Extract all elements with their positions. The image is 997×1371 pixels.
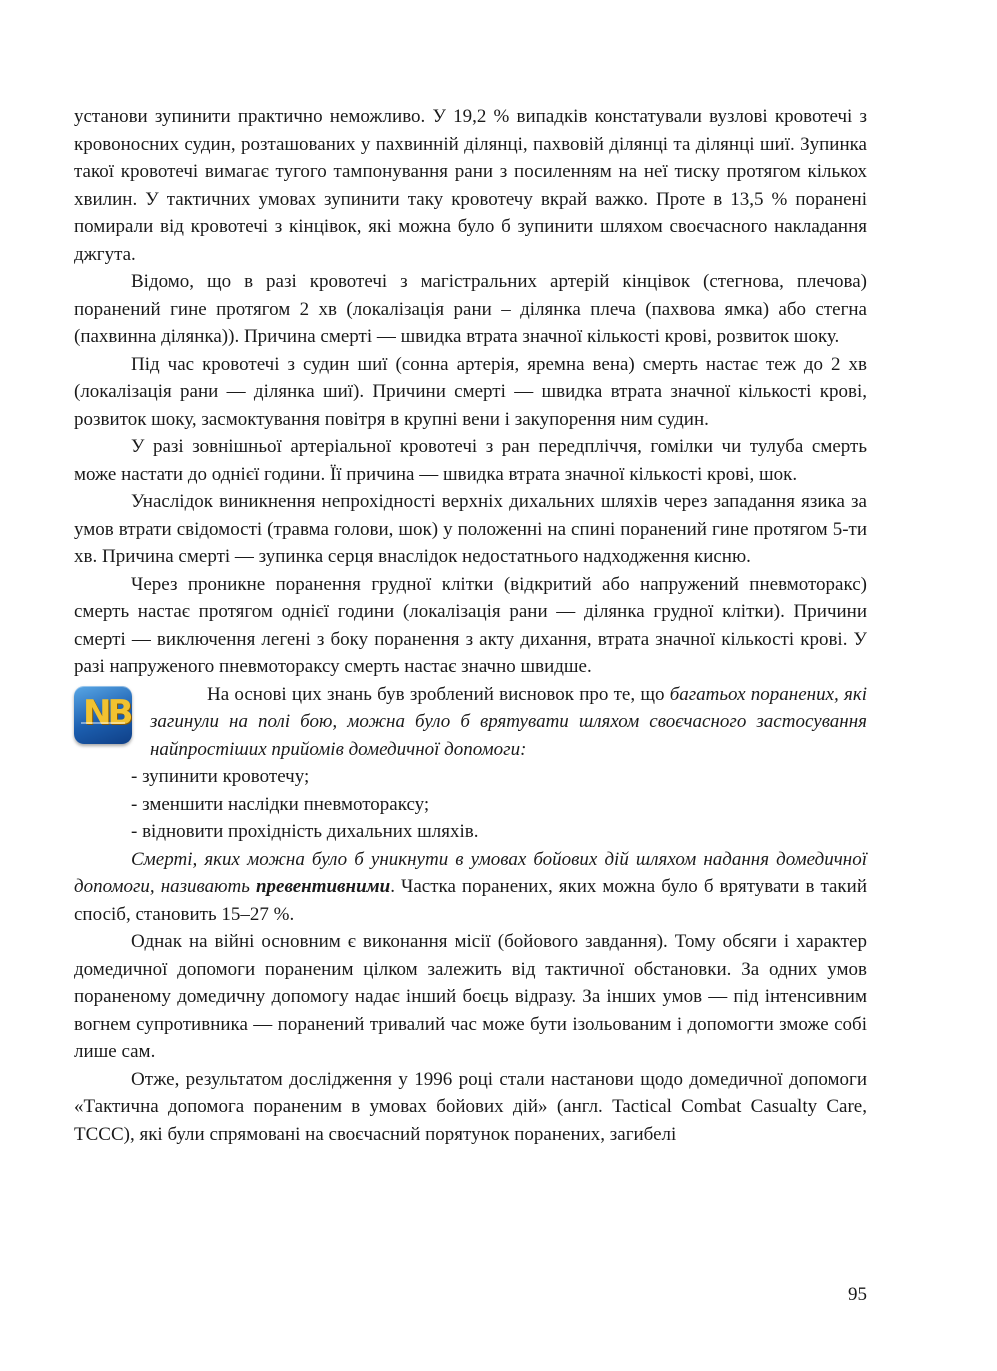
bullet-list: [74, 763, 867, 846]
nb-note: [74, 681, 867, 764]
paragraph: установи зупинити практично неможливо. У 19,2 % випадків констатували вузлові кровотечі з кровоносних судин, розташованих у пахвинній ділянці, пахвовій ділянці та ділянці шиї. Зупинка такої кровотечі вимагає тугого тампонування рани з посиленням на неї тиску протягом кількох хвилин. У тактичних умовах зупинити таку кровотечу вкрай важко. Проте в 13,5 % поранені помирали від кровотечі з кінцівок, які можна було б зупинити шляхом своєчасного накладання джгута.: [74, 106, 867, 265]
nb-paragraph: [150, 681, 867, 764]
paragraph: Через проникне поранення грудної клітки (відкритий або напружений пневмоторакс) смерть настає протягом однієї години (локалізація рани — ділянка грудної клітки). Причини смерті — виключення легені з боку поранення з акту дихання, втрата значної кількості крові. У разі напруженого пневмотораксу смерть настає значно швидше.: [74, 573, 867, 677]
paragraph: У разі зовнішньої артеріальної кровотечі з ран передпліччя, гомілки чи тулуба смерть може настати до однієї години. Її причина — швидка втрата значної кількості крові, шок.: [74, 436, 867, 485]
paragraph: Однак на війні основним є виконання місії (бойового завдання). Тому обсяги і характер домедичної допомоги пораненим цілком залежить від тактичної обстановки. За одних умов пораненому домедичну допомогу надає інший боєць відразу. За інших умов — під інтенсивним вогнем супротивника — поранений тривалий час може бути ізольованим і допомогти зможе собі лише сам.: [74, 931, 867, 1062]
nb-italic-text: багатьох поранених, які загинули на полі бою, можна було б врятувати шляхом своєчасного застосування найпростіших прийомів домедичної допомоги:: [150, 683, 868, 760]
paragraph: Під час кровотечі з судин шиї (сонна артерія, яремна вена) смерть настає теж до 2 хв (локалізація рани — ділянка шиї). Причини смерті — швидка втрата значної кількості крові, розвиток шоку, засмоктування повітря в крупні вени і закупорення ним судин.: [74, 353, 867, 430]
paragraph: Унаслідок виникнення непрохідності верхніх дихальних шляхів через западання язика за умов втрати свідомості (травма голови, шок) у положенні на спині поранений гине протягом 5-ти хв. Причина смерті — зупинка серця внаслідок недостатнього надходження кисню.: [74, 491, 867, 567]
preventive-term: превентивними: [255, 876, 391, 897]
list-item: - зупинити кровотечу;: [131, 766, 310, 787]
page-number: 95: [848, 1284, 867, 1305]
list-item: - зменшити наслідки пневмотораксу;: [131, 793, 430, 815]
paragraph: Отже, результатом дослідження у 1996 році стали настанови щодо домедичної допомоги «Тактична допомога пораненим в умовах бойових дій» (англ. Tactical Combat Casualty Care, TCCC), які були спрямовані на своєчасний порятунок поранених, загибелі: [74, 1068, 867, 1145]
preventive-rest: . Частка поранених, яких можна було б врятувати в такий спосіб, становить 15–27 %.: [74, 876, 867, 925]
preventive-italic: Смерті, яких можна було б уникнути в умовах бойових дій шляхом надання домедичної допомоги, називають: [74, 848, 867, 897]
nb-lead-text: На основі цих знань був зроблений висновок про те, що: [207, 683, 670, 705]
page-body: [74, 103, 867, 1148]
nb-icon: [74, 686, 132, 744]
preventive-paragraph: [74, 846, 867, 929]
nb-icon-label: NB: [83, 692, 130, 733]
list-item: - відновити прохідність дихальних шляхів.: [131, 821, 479, 842]
paragraph: Відомо, що в разі кровотечі з магістральних артерій кінцівок (стегнова, плечова) поранений гине протягом 2 хв (локалізація рани – ділянка плеча (пахвова ямка) або стегна (пахвинна ділянка)). Причина смерті — швидка втрата значної кількості крові, розвиток шоку.: [74, 271, 867, 347]
